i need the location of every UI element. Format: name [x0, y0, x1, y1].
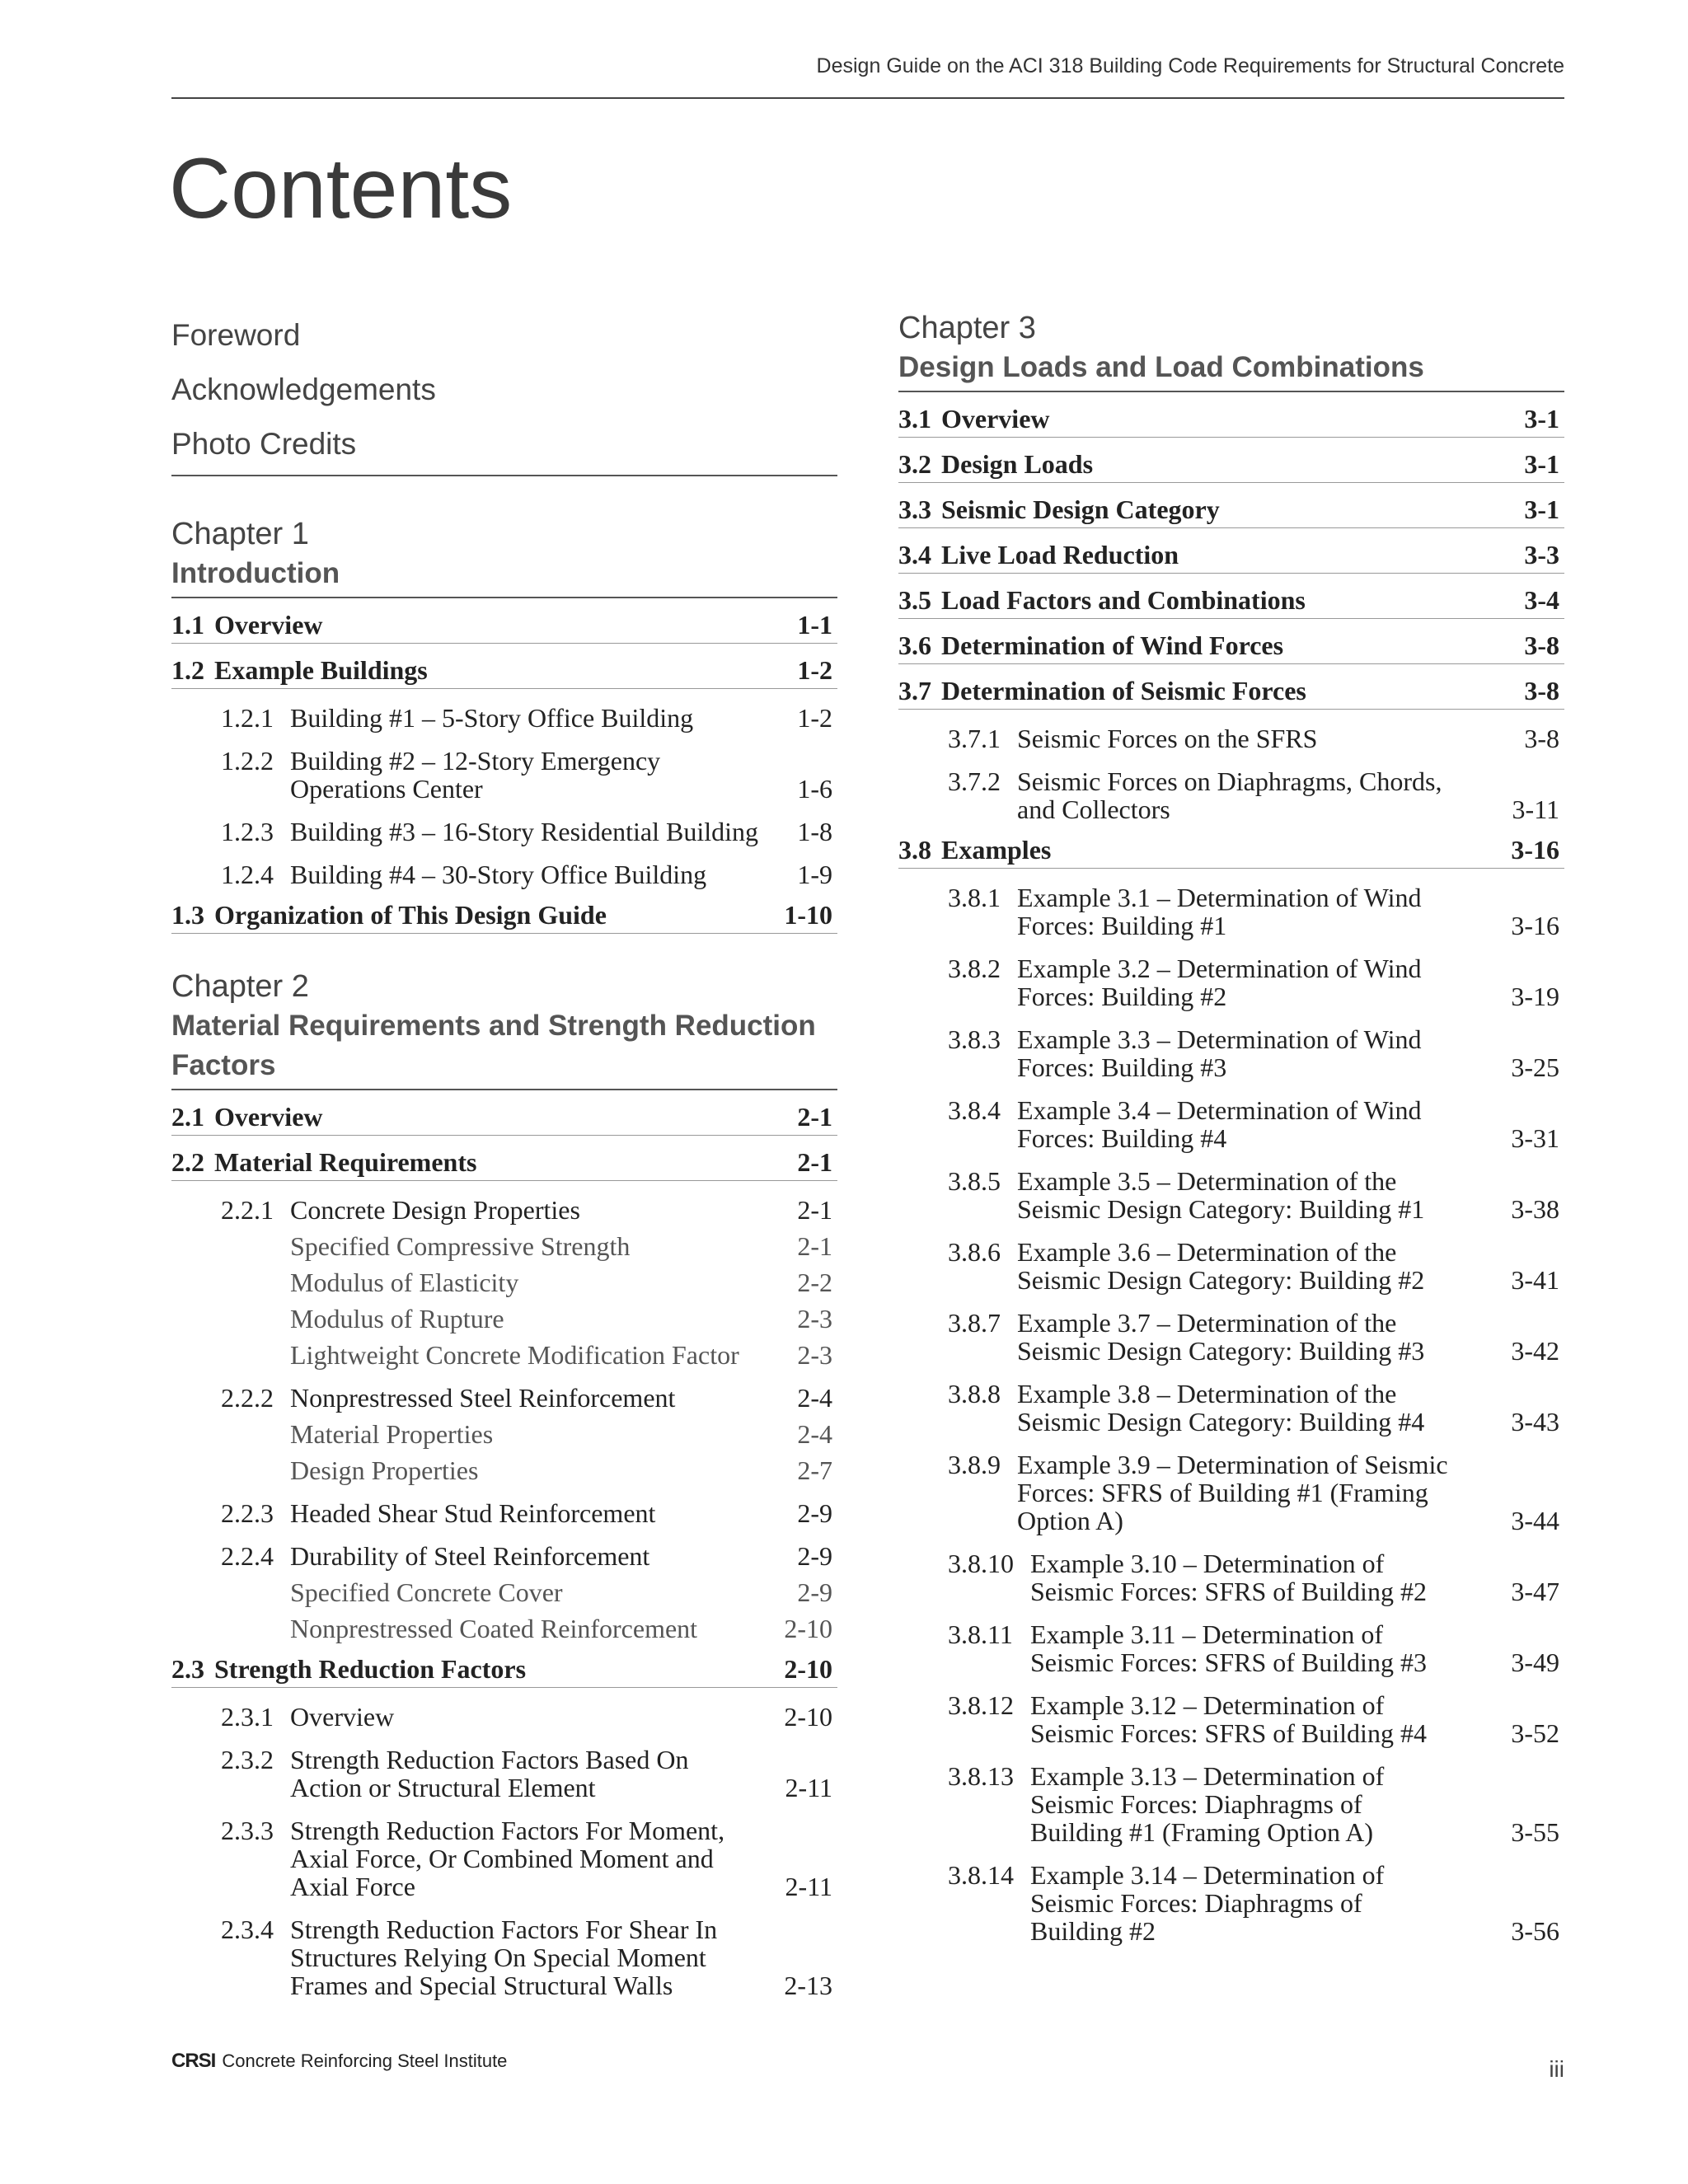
page-ref: 1-6	[797, 774, 832, 804]
subsection-number: 3.8.14	[948, 1860, 1014, 1890]
front-matter-item[interactable]: Photo Credits	[171, 427, 357, 461]
toc-section-entry[interactable]	[171, 610, 837, 644]
page-ref: 3-11	[1512, 794, 1559, 824]
toc-subsection-entry[interactable]	[171, 860, 837, 888]
page-ref: 2-2	[797, 1268, 832, 1297]
subsection-number: 2.3.2	[221, 1745, 274, 1774]
section-heading	[898, 449, 1093, 479]
subsection-title: Example 3.13 – Determination of Seismic Forces: Diaphragms of Building #1 (Framing Option A)	[1030, 1761, 1385, 1847]
front-matter-list	[171, 308, 837, 471]
subsection-title: Example 3.14 – Determination of Seismic Forces: Diaphragms of Building #2	[1030, 1860, 1385, 1946]
page-ref: 3-1	[1524, 449, 1559, 479]
page-ref: 3-52	[1511, 1718, 1559, 1748]
subsection-title: Example 3.8 – Determination of the Seismic Design Category: Building #4	[1017, 1379, 1425, 1436]
chapter-label: Chapter 2	[171, 969, 309, 1004]
section-title: Determination of Wind Forces	[941, 630, 1284, 660]
subsection-number: 3.7.1	[948, 724, 1001, 753]
page-ref: 1-8	[797, 817, 832, 846]
subsection-number: 2.2.2	[221, 1383, 274, 1413]
page-ref: 3-41	[1511, 1265, 1559, 1295]
subsection-title: Concrete Design Properties	[290, 1195, 580, 1225]
section-number: 3.8	[898, 835, 931, 865]
subsection-title: Example 3.7 – Determination of the Seismic Design Category: Building #3	[1017, 1308, 1425, 1366]
subsection-title: Example 3.1 – Determination of Wind Forces: Building #1	[1017, 883, 1422, 940]
subsection-title: Seismic Forces on Diaphragms, Chords, and Collectors	[1017, 766, 1442, 824]
right-chapters	[898, 308, 1564, 1945]
topic-title: Design Properties	[290, 1455, 479, 1485]
subsection-number: 2.2.4	[221, 1541, 274, 1571]
toc-subsection-entry[interactable]	[171, 1384, 837, 1412]
subsection-title: Example 3.11 – Determination of Seismic Forces: SFRS of Building #3	[1030, 1619, 1427, 1677]
section-number: 3.2	[898, 449, 931, 479]
section-title: Design Loads	[941, 449, 1094, 479]
toc-section-entry[interactable]	[898, 585, 1564, 619]
toc-topic-entry[interactable]	[171, 1232, 837, 1260]
toc-subsection-entry[interactable]	[171, 1915, 837, 1999]
page-ref: 2-1	[797, 1231, 832, 1261]
toc-subsection-entry[interactable]	[171, 1703, 837, 1731]
section-title: Examples	[941, 835, 1052, 865]
toc-subsection-entry[interactable]	[171, 1196, 837, 1224]
toc-section-entry[interactable]	[898, 630, 1564, 664]
toc-subsection-entry[interactable]	[898, 1238, 1564, 1294]
subsection-title: Headed Shear Stud Reinforcement	[290, 1498, 656, 1528]
crsi-logo-mark: CRSI	[171, 2050, 216, 2072]
page-ref: 3-38	[1511, 1194, 1559, 1224]
toc-subsection-entry[interactable]	[898, 1167, 1564, 1223]
page-ref: 3-8	[1524, 676, 1559, 705]
section-number: 2.3	[171, 1654, 204, 1684]
page-ref: 1-10	[784, 900, 832, 930]
section-heading	[171, 1102, 323, 1132]
chapter-block	[171, 967, 837, 1999]
subsection-number: 3.8.5	[948, 1166, 1001, 1196]
subsection-number: 3.8.8	[948, 1379, 1001, 1408]
toc-section-entry[interactable]	[898, 449, 1564, 483]
page-ref: 2-1	[797, 1102, 832, 1132]
toc-subsection-entry[interactable]	[898, 1380, 1564, 1436]
toc-subsection-entry[interactable]	[898, 1309, 1564, 1365]
section-heading	[171, 1654, 526, 1684]
section-number: 3.1	[898, 404, 931, 434]
subsection-title: Overview	[290, 1702, 395, 1732]
subsection-number: 2.3.1	[221, 1702, 274, 1732]
toc-right-column	[898, 308, 1564, 1945]
section-title: Overview	[214, 1102, 323, 1132]
toc-left-column	[171, 308, 837, 1999]
page-ref: 3-1	[1524, 494, 1559, 524]
subsection-number: 3.8.10	[948, 1549, 1014, 1578]
section-title: Seismic Design Category	[941, 494, 1220, 524]
page-ref: 2-1	[797, 1195, 832, 1225]
page-ref: 3-8	[1524, 630, 1559, 660]
subsection-title: Example 3.4 – Determination of Wind Forces: Building #4	[1017, 1095, 1422, 1153]
section-title: Example Buildings	[214, 655, 428, 685]
toc-subsection-entry[interactable]	[898, 1096, 1564, 1152]
section-number: 1.1	[171, 610, 204, 640]
toc-section-entry[interactable]	[171, 900, 837, 934]
section-heading	[171, 1147, 476, 1177]
subsection-number: 3.7.2	[948, 766, 1001, 796]
section-number: 3.3	[898, 494, 931, 524]
subsection-number: 3.8.9	[948, 1450, 1001, 1479]
section-title: Organization of This Design Guide	[214, 900, 607, 930]
toc-topic-entry[interactable]	[171, 1305, 837, 1333]
subsection-title: Building #2 – 12-Story Emergency Operations Center	[290, 746, 661, 804]
section-heading	[898, 540, 1179, 569]
page-ref: 2-10	[784, 1702, 832, 1732]
chapter-label: Chapter 3	[898, 311, 1036, 345]
chapter-block	[171, 514, 837, 934]
section-title: Overview	[214, 610, 323, 640]
left-chapters	[171, 514, 837, 1999]
page-ref: 3-31	[1511, 1123, 1559, 1153]
subsection-title: Example 3.10 – Determination of Seismic Forces: SFRS of Building #2	[1030, 1549, 1427, 1606]
topic-title: Lightweight Concrete Modification Factor	[290, 1340, 739, 1370]
section-heading	[898, 630, 1283, 660]
page-ref: 3-4	[1524, 585, 1559, 615]
page-ref: 1-1	[797, 610, 832, 640]
subsection-number: 3.8.3	[948, 1024, 1001, 1054]
page-ref: 3-16	[1511, 911, 1559, 940]
toc-subsection-entry[interactable]	[171, 747, 837, 803]
toc-subsection-entry[interactable]	[898, 1691, 1564, 1747]
subsection-title: Example 3.2 – Determination of Wind Forces: Building #2	[1017, 954, 1422, 1011]
page-ref: 2-3	[797, 1340, 832, 1370]
toc-subsection-entry[interactable]	[171, 1816, 837, 1900]
toc-section-entry[interactable]	[898, 494, 1564, 528]
page-number: iii	[1549, 2056, 1564, 2082]
page-ref: 3-16	[1511, 835, 1559, 865]
page-ref: 3-25	[1511, 1052, 1559, 1082]
page-ref: 1-9	[797, 860, 832, 889]
page-ref: 2-9	[797, 1541, 832, 1571]
page-ref: 3-1	[1524, 404, 1559, 434]
section-heading	[898, 494, 1220, 524]
page-ref: 3-19	[1511, 982, 1559, 1011]
toc-topic-entry[interactable]	[171, 1268, 837, 1296]
page-ref: 3-8	[1524, 724, 1559, 753]
toc-section-entry[interactable]	[171, 1147, 837, 1181]
subsection-title: Strength Reduction Factors Based On Action or Structural Element	[290, 1745, 689, 1802]
organization-name: Concrete Reinforcing Steel Institute	[222, 2050, 508, 2071]
page-ref: 2-3	[797, 1304, 832, 1333]
subsection-title: Example 3.3 – Determination of Wind Forces: Building #3	[1017, 1024, 1422, 1082]
toc-subsection-entry[interactable]	[898, 883, 1564, 940]
subsection-title: Building #3 – 16-Story Residential Building	[290, 817, 758, 846]
toc-subsection-entry[interactable]	[898, 1549, 1564, 1605]
section-title: Material Requirements	[214, 1147, 477, 1177]
page-ref: 1-2	[797, 703, 832, 733]
toc-topic-entry[interactable]	[171, 1456, 837, 1484]
page-ref: 2-4	[797, 1419, 832, 1449]
topic-title: Specified Concrete Cover	[290, 1577, 563, 1607]
page-ref: 2-10	[784, 1614, 832, 1643]
front-matter-item[interactable]: Foreword	[171, 318, 301, 352]
page-ref: 3-49	[1511, 1647, 1559, 1677]
subsection-number: 3.8.11	[948, 1619, 1013, 1649]
topic-title: Material Properties	[290, 1419, 494, 1449]
toc-subsection-entry[interactable]	[171, 818, 837, 846]
running-header: Design Guide on the ACI 318 Building Code Requirements for Structural Concrete	[816, 54, 1564, 77]
section-title: Overview	[941, 404, 1050, 434]
section-heading	[898, 835, 1051, 865]
section-number: 2.1	[171, 1102, 204, 1132]
toc-section-entry[interactable]	[898, 540, 1564, 574]
subsection-number: 3.8.1	[948, 883, 1001, 912]
section-heading	[171, 610, 323, 640]
chapter-title[interactable]: Material Requirements and Strength Reduction Factors	[171, 1006, 837, 1090]
toc-subsection-entry[interactable]	[898, 954, 1564, 1010]
subsection-number: 3.8.6	[948, 1237, 1001, 1267]
page-ref: 3-56	[1511, 1916, 1559, 1946]
subsection-title: Building #4 – 30-Story Office Building	[290, 860, 707, 889]
subsection-title: Strength Reduction Factors For Moment, Axial Force, Or Combined Moment and Axial Force	[290, 1816, 725, 1901]
page-ref: 2-9	[797, 1498, 832, 1528]
topic-title: Nonprestressed Coated Reinforcement	[290, 1614, 698, 1643]
page-ref: 3-47	[1511, 1577, 1559, 1606]
toc-subsection-entry[interactable]	[898, 1451, 1564, 1535]
page-ref: 3-43	[1511, 1407, 1559, 1436]
page-title: Contents	[169, 141, 513, 237]
subsection-number: 1.2.4	[221, 860, 274, 889]
subsection-title: Example 3.12 – Determination of Seismic Forces: SFRS of Building #4	[1030, 1690, 1427, 1748]
subsection-title: Seismic Forces on the SFRS	[1017, 724, 1318, 753]
toc-subsection-entry[interactable]	[898, 1620, 1564, 1676]
page-ref: 2-11	[785, 1773, 832, 1802]
subsection-title: Example 3.9 – Determination of Seismic Forces: SFRS of Building #1 (Framing Option A)	[1017, 1450, 1448, 1535]
subsection-title: Example 3.5 – Determination of the Seismic Design Category: Building #1	[1017, 1166, 1425, 1224]
page-ref: 2-7	[797, 1455, 832, 1485]
section-title: Strength Reduction Factors	[214, 1654, 527, 1684]
toc-section-entry[interactable]	[898, 835, 1564, 869]
page-ref: 1-2	[797, 655, 832, 685]
page-ref: 2-1	[797, 1147, 832, 1177]
toc-subsection-entry[interactable]	[171, 1746, 837, 1802]
toc-topic-entry[interactable]	[171, 1420, 837, 1448]
chapter-label: Chapter 1	[171, 517, 309, 551]
topic-title: Specified Compressive Strength	[290, 1231, 631, 1261]
subsection-title: Example 3.6 – Determination of the Seismic Design Category: Building #2	[1017, 1237, 1425, 1295]
subsection-title: Strength Reduction Factors For Shear In Structures Relying On Special Moment Frames and Special Structural Walls	[290, 1915, 718, 2000]
section-heading	[171, 655, 428, 685]
subsection-number: 2.3.3	[221, 1816, 274, 1845]
subsection-number: 3.8.2	[948, 954, 1001, 983]
crsi-logo	[171, 2050, 507, 2073]
section-heading	[898, 585, 1306, 615]
chapter-title[interactable]: Design Loads and Load Combinations	[898, 348, 1564, 392]
section-number: 2.2	[171, 1147, 204, 1177]
section-title: Live Load Reduction	[941, 540, 1179, 569]
page-ref: 2-11	[785, 1872, 832, 1901]
section-number: 1.3	[171, 900, 204, 930]
section-heading	[898, 676, 1306, 705]
toc-section-entry[interactable]	[171, 1654, 837, 1688]
subsection-title: Durability of Steel Reinforcement	[290, 1541, 650, 1571]
subsection-number: 2.2.1	[221, 1195, 274, 1225]
front-matter-rule	[171, 475, 837, 476]
toc-subsection-entry[interactable]	[898, 767, 1564, 823]
section-number: 3.6	[898, 630, 931, 660]
toc-section-entry[interactable]	[171, 655, 837, 689]
page-ref: 3-42	[1511, 1336, 1559, 1366]
page-ref: 3-44	[1511, 1506, 1559, 1535]
page-ref: 2-10	[784, 1654, 832, 1684]
page-ref: 2-4	[797, 1383, 832, 1413]
toc-section-entry[interactable]	[898, 404, 1564, 438]
section-number: 1.2	[171, 655, 204, 685]
section-heading	[898, 404, 1050, 434]
subsection-number: 3.8.13	[948, 1761, 1014, 1791]
page-ref: 2-9	[797, 1577, 832, 1607]
toc-subsection-entry[interactable]	[898, 724, 1564, 752]
toc-subsection-entry[interactable]	[171, 1499, 837, 1527]
toc-section-entry[interactable]	[171, 1102, 837, 1136]
toc-topic-entry[interactable]	[171, 1578, 837, 1606]
page-ref: 3-3	[1524, 540, 1559, 569]
section-title: Determination of Seismic Forces	[941, 676, 1306, 705]
subsection-number: 2.2.3	[221, 1498, 274, 1528]
subsection-title: Nonprestressed Steel Reinforcement	[290, 1383, 676, 1413]
toc-subsection-entry[interactable]	[898, 1762, 1564, 1846]
toc-section-entry[interactable]	[898, 676, 1564, 710]
chapter-title[interactable]: Introduction	[171, 554, 837, 598]
toc-topic-entry[interactable]	[171, 1341, 837, 1369]
section-number: 3.5	[898, 585, 931, 615]
toc-subsection-entry[interactable]	[171, 704, 837, 732]
chapter-block	[898, 308, 1564, 1945]
header-rule	[171, 97, 1564, 99]
section-title: Load Factors and Combinations	[941, 585, 1306, 615]
subsection-number: 3.8.7	[948, 1308, 1001, 1338]
page-ref: 3-55	[1511, 1817, 1559, 1847]
toc-subsection-entry[interactable]	[898, 1861, 1564, 1945]
subsection-number: 1.2.2	[221, 746, 274, 776]
subsection-number: 1.2.3	[221, 817, 274, 846]
subsection-number: 2.3.4	[221, 1915, 274, 1944]
page-ref: 2-13	[784, 1971, 832, 2000]
toc-topic-entry[interactable]	[171, 1615, 837, 1643]
topic-title: Modulus of Elasticity	[290, 1268, 519, 1297]
subsection-title: Building #1 – 5-Story Office Building	[290, 703, 694, 733]
subsection-number: 3.8.12	[948, 1690, 1014, 1720]
section-number: 3.4	[898, 540, 931, 569]
section-heading	[171, 900, 607, 930]
front-matter-item[interactable]: Acknowledgements	[171, 373, 436, 406]
toc-subsection-entry[interactable]	[898, 1025, 1564, 1081]
toc-subsection-entry[interactable]	[171, 1542, 837, 1570]
section-number: 3.7	[898, 676, 931, 705]
topic-title: Modulus of Rupture	[290, 1304, 504, 1333]
subsection-number: 3.8.4	[948, 1095, 1001, 1125]
subsection-number: 1.2.1	[221, 703, 274, 733]
